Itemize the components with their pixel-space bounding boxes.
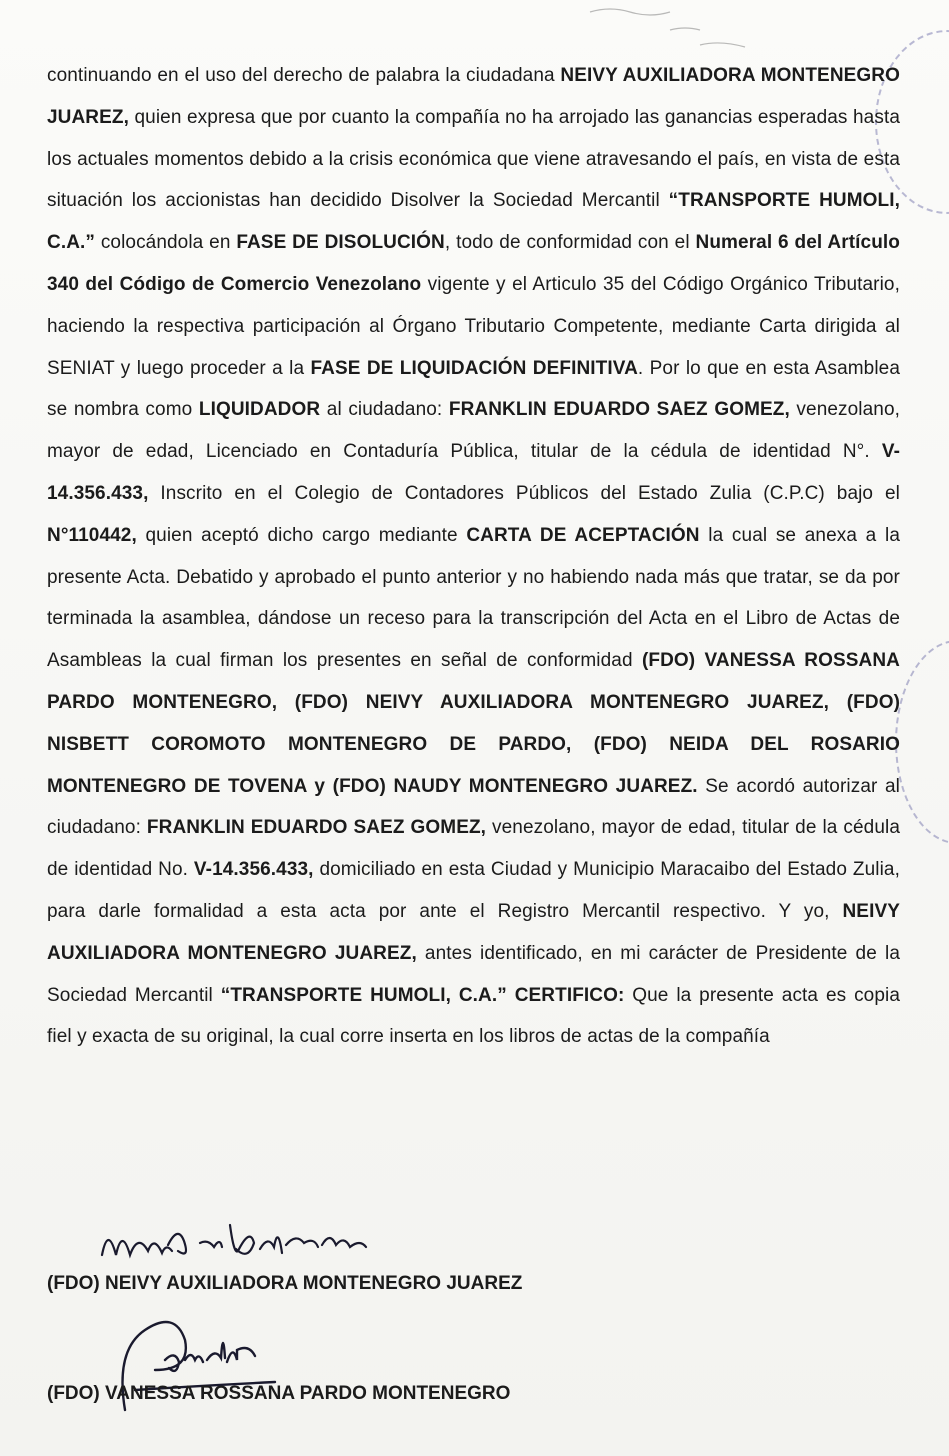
bold-text-run: LIQUIDADOR <box>198 399 321 421</box>
header-scribble <box>580 0 800 60</box>
text-run: venezolano, mayor de edad, titular de la cédula de identidad No. <box>47 817 900 881</box>
text-run: Inscrito en el Colegio de Contadores Públicos del Estado Zulia (C.P.C) bajo el <box>148 482 900 504</box>
bold-text-run: CARTA DE ACEPTACIÓN <box>466 524 700 546</box>
bold-text-run: FRANKLIN EDUARDO SAEZ GOMEZ, <box>448 399 790 421</box>
text-run: Que la presente acta es copia fiel y exacta de su original, la cual corre inserta en los libros de actas de la compañía <box>47 984 900 1048</box>
bold-text-run: FASE DE DISOLUCIÓN <box>236 232 445 254</box>
bold-text-run: FRANKLIN EDUARDO SAEZ GOMEZ, <box>146 817 487 839</box>
bold-text-run: NEIVY AUXILIADORA MONTENEGRO JUAREZ, <box>47 65 900 128</box>
text-run: domiciliado en esta Ciudad y Municipio Maracaibo del Estado Zulia, para darle formalidad a esta acta por ante el Registro Mercantil respectivo. Y yo, <box>47 859 900 922</box>
text-run: la cual se anexa a la presente Acta. Debatido y aprobado el punto anterior y no habiendo nada más que tratar, se da por terminada la asamblea, dándose un receso para la transcripción del Acta en el Libro de Actas de Asambleas la cual firman los presentes en señal de conformidad <box>47 524 900 672</box>
bold-text-run: FASE DE LIQUIDACIÓN DEFINITIVA <box>310 357 638 379</box>
text-run: . Por lo que en esta Asamblea se nombra como <box>47 357 900 421</box>
text-run: quien aceptó dicho cargo mediante <box>136 524 467 546</box>
bold-text-run: V-14.356.433, <box>193 859 314 881</box>
text-run: , todo de conformidad con el <box>444 232 696 254</box>
text-run: quien expresa que por cuanto la compañía no ha arrojado las ganancias esperadas hasta los actuales momentos debido a la crisis económica que viene atravesando el país, en vista de esta situación los accionistas han decidido Disolver la Sociedad Mercantil <box>47 106 900 212</box>
bold-text-run: N°110442, <box>47 524 137 546</box>
bold-text-run: NEIVY AUXILIADORA MONTENEGRO JUAREZ, <box>47 900 900 964</box>
bold-text-run: Numeral 6 del Artículo 340 del Código de Comercio Venezolano <box>47 232 900 295</box>
text-run: vigente y el Articulo 35 del Código Orgánico Tributario, haciendo la respectiva participación al Órgano Tributario Competente, mediante Carta dirigida al SENIAT y luego proceder a la <box>47 273 900 379</box>
signer-2-name: (FDO) VANESSA ROSSANA PARDO MONTENEGRO <box>47 1383 511 1404</box>
text-run: colocándola en <box>95 232 237 254</box>
signature-neivy-image <box>90 1205 390 1275</box>
signer-1-name: (FDO) NEIVY AUXILIADORA MONTENEGRO JUAREZ <box>47 1273 523 1294</box>
text-run: al ciudadano: <box>320 399 449 421</box>
text-run: Se acordó autorizar al ciudadano: <box>47 775 900 839</box>
text-run: continuando en el uso del derecho de palabra la ciudadana <box>47 65 561 86</box>
bold-text-run: “TRANSPORTE HUMOLI, C.A.” CERTIFICO: <box>220 984 625 1006</box>
seal-stamp-middle <box>895 640 949 844</box>
bold-text-run: V-14.356.433, <box>47 441 900 504</box>
bold-text-run: (FDO) VANESSA ROSSANA PARDO MONTENEGRO, (FDO) NEIVY AUXILIADORA MONTENEGRO JUAREZ, (FDO) NISBETT COROMOTO MONTENEGRO DE PARDO, (FDO) NEIDA DEL ROSARIO MONTENEGRO DE TOVENA y (FDO) NAUDY MONTENEGRO JUAREZ. <box>47 650 900 797</box>
bold-text-run: “TRANSPORTE HUMOLI, C.A.” <box>47 190 900 254</box>
text-run: antes identificado, en mi carácter de Presidente de la Sociedad Mercantil <box>47 942 900 1006</box>
minutes-paragraph <box>47 55 900 1058</box>
text-run: venezolano, mayor de edad, Licenciado en Contaduría Pública, titular de la cédula de identidad N°. <box>47 399 900 463</box>
